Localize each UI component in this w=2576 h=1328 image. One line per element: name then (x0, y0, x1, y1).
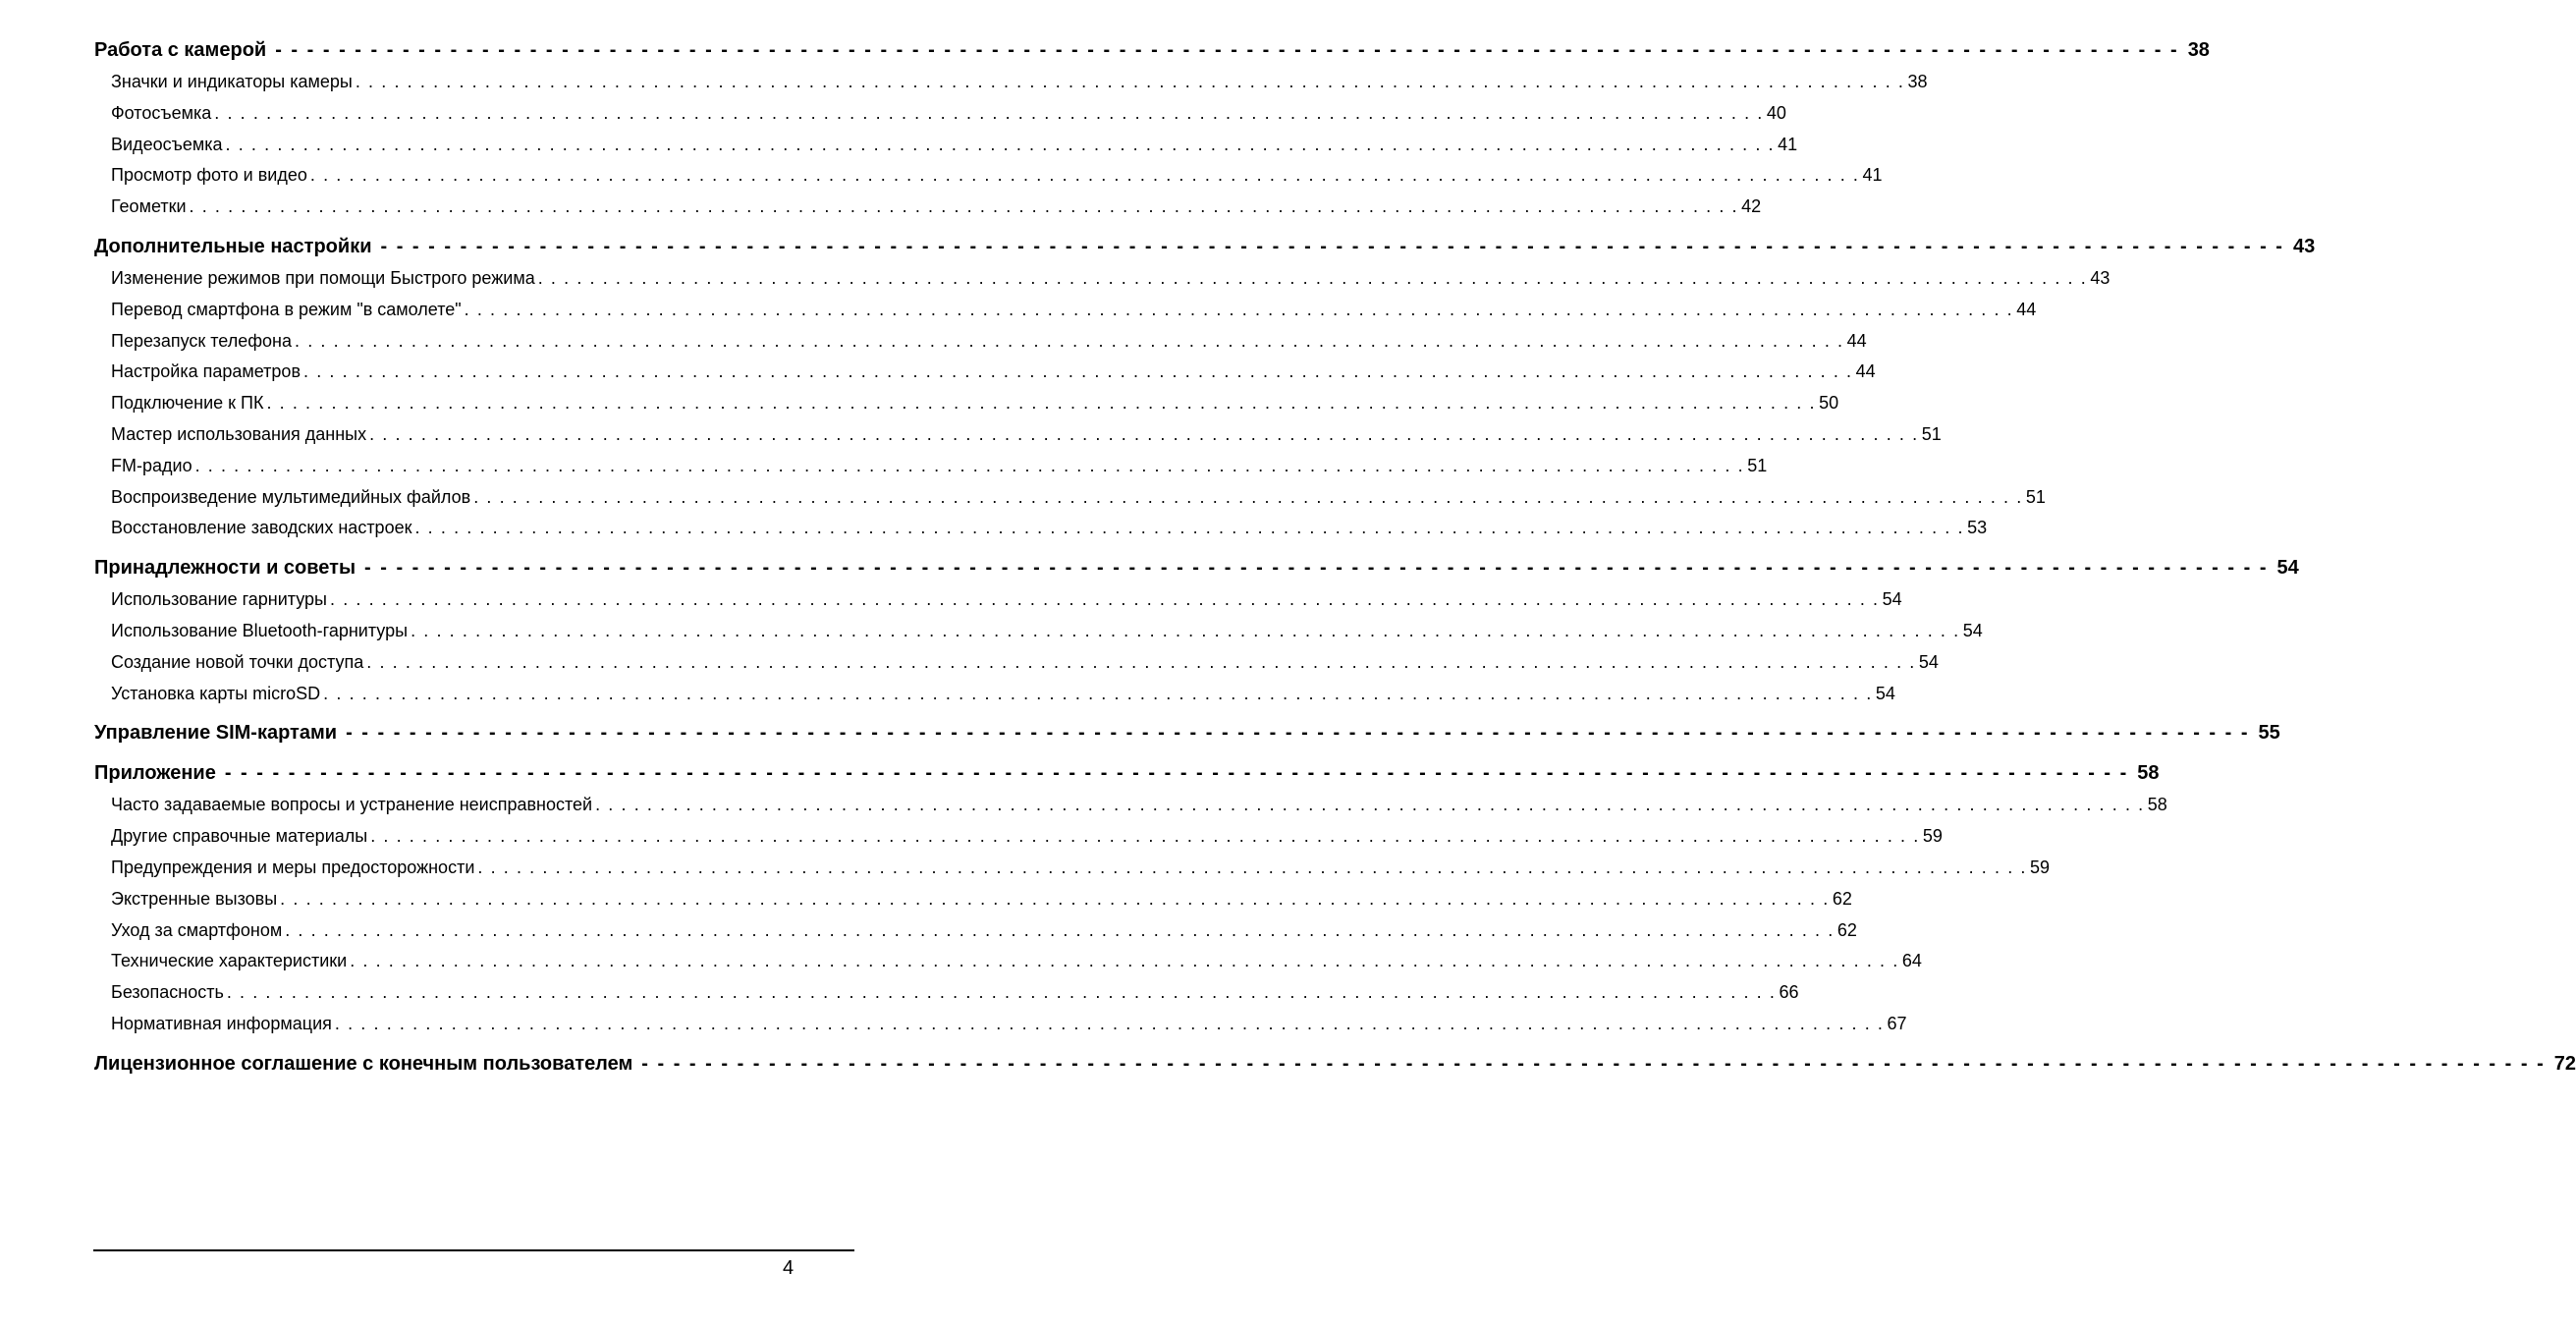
toc-entry-page: 43 (2090, 268, 2110, 288)
toc-chapter-entry (94, 722, 2280, 745)
toc-entry-title: Создание новой точки доступа (111, 651, 364, 672)
toc-entry-page: 51 (1747, 455, 1768, 475)
toc-entry-title: Геометки (111, 196, 187, 217)
toc-chapter-entry (94, 762, 2160, 785)
toc-entry-page: 54 (1962, 621, 1983, 640)
toc-entry-title: Другие справочные материалы (111, 826, 368, 847)
page-number: 4 (783, 1257, 795, 1279)
toc-entry-page: 54 (1918, 651, 1939, 672)
toc-section-entry (111, 361, 1876, 382)
toc-entry-title: Просмотр фото и видео (111, 165, 307, 186)
toc-leader-dots: . . . . . . . . . . . . . . . . . . . . . . . . . . . . . . . . . . . . . . . . . . . . . . . . . . . . . . . . . . . . . . . . . . . . . . . . . . . . . . . . . . . . . . . . . . . . . . . . . . . . . . . . . . . . . . . . . . . . . . . . (473, 486, 2023, 507)
toc-entry-page: 53 (1967, 518, 1988, 538)
toc-section-entry (111, 858, 2051, 878)
toc-leader-dots: . . . . . . . . . . . . . . . . . . . . . . . . . . . . . . . . . . . . . . . . . . . . . . . . . . . . . . . . . . . . . . . . . . . . . . . . . . . . . . . . . . . . . . . . . . . . . . . . . . . . . . . . . . . . . . . . . . . . . . . . (285, 919, 1835, 940)
toc-leader-dots: . . . . . . . . . . . . . . . . . . . . . . . . . . . . . . . . . . . . . . . . . . . . . . . . . . . . . . . . . . . . . . . . . . . . . . . . . . . . . . . . . . . . . . . . . . . . . . . . . . . . . . . . . . . . . . . . . . . . . . . . (334, 1014, 1885, 1033)
footer-rule (93, 1249, 854, 1251)
toc-entry-title: Приложение (94, 762, 216, 785)
toc-entry-page: 54 (1875, 683, 1895, 703)
toc-section-entry (111, 424, 1942, 445)
toc-leader-dots: . . . . . . . . . . . . . . . . . . . . . . . . . . . . . . . . . . . . . . . . . . . . . . . . . . . . . . . . . . . . . . . . . . . . . . . . . . . . . . . . . . . . . . . . . . . . . . . . . . . . . . . . . . . . . . . . . . . . . . . . (537, 268, 2088, 288)
toc-entry-page: 41 (1778, 134, 1798, 154)
toc-entry-title: Использование Bluetooth-гарнитуры (111, 621, 409, 640)
toc-entry-title: Дополнительные настройки (94, 236, 372, 257)
toc-entry-title: Принадлежности и советы (94, 557, 356, 580)
toc-entry-page: 44 (2016, 299, 2037, 319)
toc-leader-dots: . . . . . . . . . . . . . . . . . . . . . . . . . . . . . . . . . . . . . . . . . . . . . . . . . . . . . . . . . . . . . . . . . . . . . . . . . . . . . . . . . . . . . . . . . . . . . . . . . . . . . . . . . . . . . . . . . . . . . . . . (266, 393, 1817, 414)
toc-leader-dots: . . . . . . . . . . . . . . . . . . . . . . . . . . . . . . . . . . . . . . . . . . . . . . . . . . . . . . . . . . . . . . . . . . . . . . . . . . . . . . . . . . . . . . . . . . . . . . . . . . . . . . . . . . . . . . . . . . . . . . . . (414, 518, 1965, 538)
toc-entry-page: 62 (1836, 919, 1857, 940)
toc-section-entry (111, 919, 1857, 941)
toc-entry-page: 55 (2258, 722, 2280, 745)
toc-entry-page: 43 (2292, 236, 2316, 257)
toc-section-entry (111, 299, 2037, 320)
toc-section-entry (111, 134, 1798, 155)
toc-section-entry (111, 826, 1943, 847)
toc-entry-title: Значки и индикаторы камеры (111, 72, 353, 91)
toc-entry-page: 44 (1846, 330, 1867, 351)
toc-chapter-entry (94, 39, 2210, 62)
toc-leader-dots: - - - - - - - - - - - - - - - - - - - - - - - - - - - - - - - - - - - - - - - - - - - - - - - - - - - - - - - - - - - - - - - - - - - - - - - - - - - - - - - - - - - - - - - - - - - - - - - - - - - - - - - - - - - - - - - - - - - - - - - - (275, 39, 2179, 61)
toc-entry-page: 44 (1855, 361, 1876, 382)
toc-section-entry (111, 268, 2110, 289)
toc-leader-dots: - - - - - - - - - - - - - - - - - - - - - - - - - - - - - - - - - - - - - - - - - - - - - - - - - - - - - - - - - - - - - - - - - - - - - - - - - - - - - - - - - - - - - - - - - - - - - - - - - - - - - - - - - - - - - - - - - - - - - - - - (364, 557, 2269, 580)
toc-leader-dots: . . . . . . . . . . . . . . . . . . . . . . . . . . . . . . . . . . . . . . . . . . . . . . . . . . . . . . . . . . . . . . . . . . . . . . . . . . . . . . . . . . . . . . . . . . . . . . . . . . . . . . . . . . . . . . . . . . . . . . . . (280, 888, 1830, 909)
toc-entry-page: 51 (2025, 486, 2046, 507)
toc-entry-title: Перевод смартфона в режим "в самолете" (111, 299, 462, 319)
toc-entry-title: Работа с камерой (94, 39, 267, 61)
toc-leader-dots: . . . . . . . . . . . . . . . . . . . . . . . . . . . . . . . . . . . . . . . . . . . . . . . . . . . . . . . . . . . . . . . . . . . . . . . . . . . . . . . . . . . . . . . . . . . . . . . . . . . . . . . . . . . . . . . . . . . . . . . . (464, 299, 2014, 319)
toc-entry-page: 59 (1922, 826, 1943, 847)
toc-entry-page: 38 (1907, 72, 1928, 91)
toc-section-entry (111, 621, 1983, 641)
toc-entry-page: 64 (1901, 951, 1922, 971)
toc-leader-dots: . . . . . . . . . . . . . . . . . . . . . . . . . . . . . . . . . . . . . . . . . . . . . . . . . . . . . . . . . . . . . . . . . . . . . . . . . . . . . . . . . . . . . . . . . . . . . . . . . . . . . . . . . . . . . . . . . . . . . . . . (370, 826, 1920, 847)
toc-entry-page: 38 (2187, 39, 2210, 61)
toc-entry-title: Технические характеристики (111, 951, 348, 971)
toc-leader-dots: . . . . . . . . . . . . . . . . . . . . . . . . . . . . . . . . . . . . . . . . . . . . . . . . . . . . . . . . . . . . . . . . . . . . . . . . . . . . . . . . . . . . . . . . . . . . . . . . . . . . . . . . . . . . . . . . . . . . . . . . (295, 330, 1844, 351)
toc-leader-dots: . . . . . . . . . . . . . . . . . . . . . . . . . . . . . . . . . . . . . . . . . . . . . . . . . . . . . . . . . . . . . . . . . . . . . . . . . . . . . . . . . . . . . . . . . . . . . . . . . . . . . . . . . . . . . . . . . . . . . . . . (189, 196, 1739, 217)
toc-leader-dots: . . . . . . . . . . . . . . . . . . . . . . . . . . . . . . . . . . . . . . . . . . . . . . . . . . . . . . . . . . . . . . . . . . . . . . . . . . . . . . . . . . . . . . . . . . . . . . . . . . . . . . . . . . . . . . . . . . . . . . . . (323, 683, 1873, 703)
toc-section-entry (111, 651, 1939, 673)
toc-section-entry (111, 951, 1922, 971)
toc-entry-title: Использование гарнитуры (111, 589, 327, 610)
toc-entry-title: Уход за смартфоном (111, 919, 283, 940)
toc-leader-dots: . . . . . . . . . . . . . . . . . . . . . . . . . . . . . . . . . . . . . . . . . . . . . . . . . . . . . . . . . . . . . . . . . . . . . . . . . . . . . . . . . . . . . . . . . . . . . . . . . . . . . . . . . . . . . . . . . . . . . . . . (595, 795, 2145, 815)
toc-entry-page: 58 (2137, 762, 2160, 785)
toc-leader-dots: - - - - - - - - - - - - - - - - - - - - - - - - - - - - - - - - - - - - - - - - - - - - - - - - - - - - - - - - - - - - - - - - - - - - - - - - - - - - - - - - - - - - - - - - - - - - - - - - - - - - - - - - - - - - - - - - - - - - - - - - (380, 236, 2284, 257)
toc-entry-title: FM-радио (111, 455, 192, 475)
toc-leader-dots: . . . . . . . . . . . . . . . . . . . . . . . . . . . . . . . . . . . . . . . . . . . . . . . . . . . . . . . . . . . . . . . . . . . . . . . . . . . . . . . . . . . . . . . . . . . . . . . . . . . . . . . . . . . . . . . . . . . . . . . . (355, 72, 1905, 91)
toc-chapter-entry (94, 557, 2299, 580)
toc-leader-dots: . . . . . . . . . . . . . . . . . . . . . . . . . . . . . . . . . . . . . . . . . . . . . . . . . . . . . . . . . . . . . . . . . . . . . . . . . . . . . . . . . . . . . . . . . . . . . . . . . . . . . . . . . . . . . . . . . . . . . . . . (369, 424, 1919, 444)
toc-entry-page: 40 (1766, 102, 1786, 123)
toc-entry-title: Управление SIM-картами (94, 722, 338, 745)
toc-section-entry (111, 1014, 1907, 1034)
toc-entry-page: 41 (1862, 165, 1883, 186)
toc-section-entry (111, 683, 1895, 704)
toc-leader-dots: . . . . . . . . . . . . . . . . . . . . . . . . . . . . . . . . . . . . . . . . . . . . . . . . . . . . . . . . . . . . . . . . . . . . . . . . . . . . . . . . . . . . . . . . . . . . . . . . . . . . . . . . . . . . . . . . . . . . . . . . (214, 102, 1764, 123)
toc-section-entry (111, 165, 1883, 186)
toc-leader-dots: . . . . . . . . . . . . . . . . . . . . . . . . . . . . . . . . . . . . . . . . . . . . . . . . . . . . . . . . . . . . . . . . . . . . . . . . . . . . . . . . . . . . . . . . . . . . . . . . . . . . . . . . . . . . . . . . . . . . . . . . (303, 361, 1853, 382)
toc-leader-dots: - - - - - - - - - - - - - - - - - - - - - - - - - - - - - - - - - - - - - - - - - - - - - - - - - - - - - - - - - - - - - - - - - - - - - - - - - - - - - - - - - - - - - - - - - - - - - - - - - - - - - - - - - - - - - - - - - - - - - - - - (346, 722, 2250, 745)
toc-leader-dots: . . . . . . . . . . . . . . . . . . . . . . . . . . . . . . . . . . . . . . . . . . . . . . . . . . . . . . . . . . . . . . . . . . . . . . . . . . . . . . . . . . . . . . . . . . . . . . . . . . . . . . . . . . . . . . . . . . . . . . . . (226, 982, 1777, 1003)
toc-leader-dots: . . . . . . . . . . . . . . . . . . . . . . . . . . . . . . . . . . . . . . . . . . . . . . . . . . . . . . . . . . . . . . . . . . . . . . . . . . . . . . . . . . . . . . . . . . . . . . . . . . . . . . . . . . . . . . . . . . . . . . . . (350, 951, 1899, 971)
toc-chapter-entry (94, 236, 2316, 258)
toc-leader-dots: - - - - - - - - - - - - - - - - - - - - - - - - - - - - - - - - - - - - - - - - - - - - - - - - - - - - - - - - - - - - - - - - - - - - - - - - - - - - - - - - - - - - - - - - - - - - - - - - - - - - - - - - - - - - - - - - - - - - - - - - (224, 762, 2129, 785)
toc-section-entry (111, 518, 1988, 538)
toc-leader-dots: . . . . . . . . . . . . . . . . . . . . . . . . . . . . . . . . . . . . . . . . . . . . . . . . . . . . . . . . . . . . . . . . . . . . . . . . . . . . . . . . . . . . . . . . . . . . . . . . . . . . . . . . . . . . . . . . . . . . . . . . (194, 455, 1745, 475)
toc-entry-page: 50 (1819, 393, 1839, 414)
toc-leader-dots: . . . . . . . . . . . . . . . . . . . . . . . . . . . . . . . . . . . . . . . . . . . . . . . . . . . . . . . . . . . . . . . . . . . . . . . . . . . . . . . . . . . . . . . . . . . . . . . . . . . . . . . . . . . . . . . . . . . . . . . . (330, 589, 1880, 610)
toc-entry-title: Предупреждения и меры предосторожности (111, 858, 475, 877)
toc-section-entry (111, 102, 1786, 124)
toc-entry-title: Часто задаваемые вопросы и устранение неисправностей (111, 795, 593, 815)
toc-entry-title: Изменение режимов при помощи Быстрого режима (111, 268, 535, 288)
toc-section-entry (111, 589, 1902, 610)
toc-section-entry (111, 888, 1852, 910)
toc-leader-dots: - - - - - - - - - - - - - - - - - - - - - - - - - - - - - - - - - - - - - - - - - - - - - - - - - - - - - - - - - - - - - - - - - - - - - - - - - - - - - - - - - - - - - - - - - - - - - - - - - - - - - - - - - - - - - - - - - - - - - - - - (641, 1052, 2546, 1075)
toc-leader-dots: . . . . . . . . . . . . . . . . . . . . . . . . . . . . . . . . . . . . . . . . . . . . . . . . . . . . . . . . . . . . . . . . . . . . . . . . . . . . . . . . . . . . . . . . . . . . . . . . . . . . . . . . . . . . . . . . . . . . . . . . (477, 858, 2028, 877)
toc-section-entry (111, 486, 2046, 508)
toc-entry-title: Экстренные вызовы (111, 888, 278, 909)
toc-entry-title: Перезапуск телефона (111, 330, 292, 351)
toc-entry-title: Мастер использования данных (111, 424, 367, 444)
toc-entry-page: 72 (2553, 1052, 2576, 1075)
toc-leader-dots: . . . . . . . . . . . . . . . . . . . . . . . . . . . . . . . . . . . . . . . . . . . . . . . . . . . . . . . . . . . . . . . . . . . . . . . . . . . . . . . . . . . . . . . . . . . . . . . . . . . . . . . . . . . . . . . . . . . . . . . . (366, 651, 1916, 672)
toc-entry-title: Фотосъемка (111, 102, 212, 123)
toc-entry-title: Видеосъемка (111, 134, 223, 154)
toc-entry-page: 59 (2030, 858, 2051, 877)
toc-leader-dots: . . . . . . . . . . . . . . . . . . . . . . . . . . . . . . . . . . . . . . . . . . . . . . . . . . . . . . . . . . . . . . . . . . . . . . . . . . . . . . . . . . . . . . . . . . . . . . . . . . . . . . . . . . . . . . . . . . . . . . . . (309, 165, 1860, 186)
toc-section-entry (111, 196, 1762, 217)
toc-entry-title: Восстановление заводских настроек (111, 518, 412, 538)
toc-section-entry (111, 982, 1799, 1003)
toc-entry-page: 66 (1779, 982, 1799, 1003)
toc-entry-page: 58 (2147, 795, 2167, 815)
toc-entry-title: Воспроизведение мультимедийных файлов (111, 486, 471, 507)
toc-entry-title: Лицензионное соглашение с конечным пользователем (94, 1052, 633, 1075)
toc-entry-title: Установка карты microSD (111, 683, 321, 703)
toc-entry-page: 67 (1887, 1014, 1907, 1033)
toc-leader-dots: . . . . . . . . . . . . . . . . . . . . . . . . . . . . . . . . . . . . . . . . . . . . . . . . . . . . . . . . . . . . . . . . . . . . . . . . . . . . . . . . . . . . . . . . . . . . . . . . . . . . . . . . . . . . . . . . . . . . . . . . (225, 134, 1776, 154)
toc-section-entry (111, 330, 1867, 352)
toc-entry-title: Подключение к ПК (111, 393, 264, 414)
toc-section-entry (111, 393, 1839, 414)
toc-section-entry (111, 72, 1928, 92)
toc-section-entry (111, 795, 2167, 815)
toc-entry-title: Безопасность (111, 982, 224, 1003)
toc-entry-page: 42 (1741, 196, 1762, 217)
toc-section-entry (111, 455, 1768, 476)
toc-entry-page: 62 (1832, 888, 1852, 909)
toc-entry-page: 51 (1921, 424, 1942, 444)
toc-entry-title: Нормативная информация (111, 1014, 332, 1033)
toc-leader-dots: . . . . . . . . . . . . . . . . . . . . . . . . . . . . . . . . . . . . . . . . . . . . . . . . . . . . . . . . . . . . . . . . . . . . . . . . . . . . . . . . . . . . . . . . . . . . . . . . . . . . . . . . . . . . . . . . . . . . . . . . (411, 621, 1960, 640)
toc-entry-page: 54 (1882, 589, 1902, 610)
toc-entry-title: Настройка параметров (111, 361, 301, 382)
toc-chapter-entry (94, 1052, 2576, 1076)
toc-entry-page: 54 (2276, 557, 2299, 580)
